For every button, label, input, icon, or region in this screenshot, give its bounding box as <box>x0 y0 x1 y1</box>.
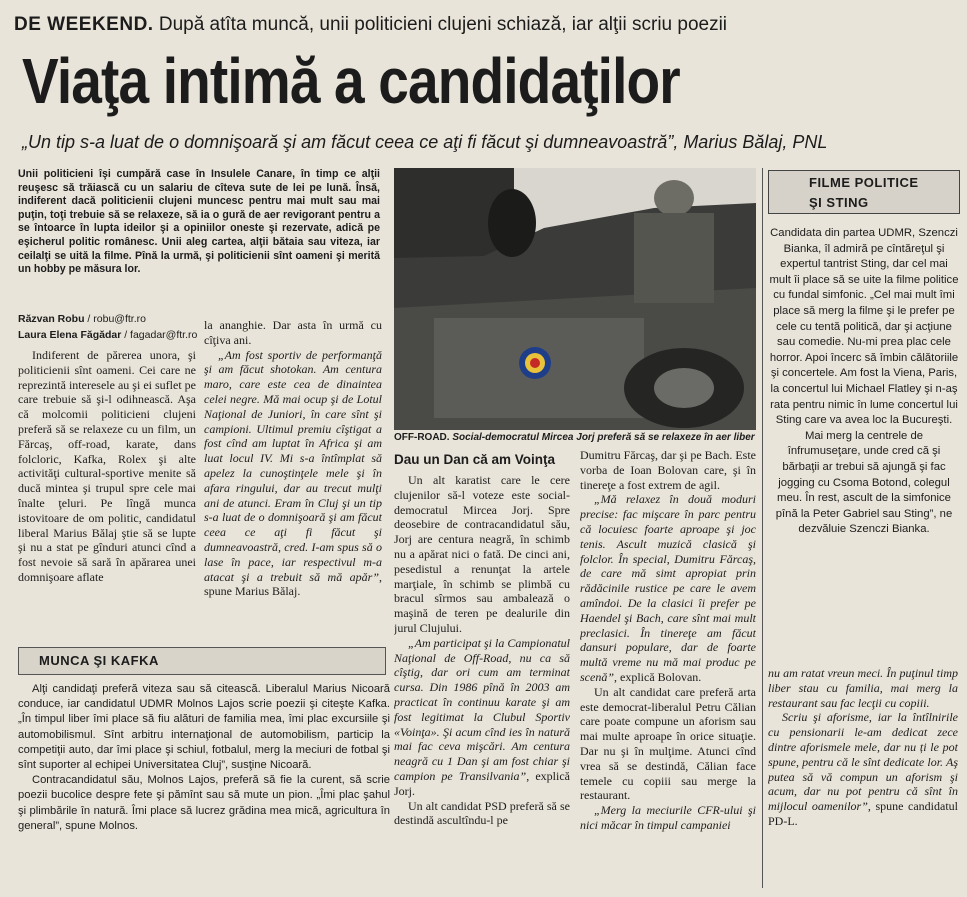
byline-name: Răzvan Robu <box>18 313 85 325</box>
quote-text: „Am fost sportiv de performanţă şi am făcut shotokan. Am centura maro, care este cea de dinaintea celei negre. Mă mai ocup şi de Lotul Naţional de Juniori, în care sînt şi campioni. Ultimul premiu cîştigat a fost cînd am luptat în Africa şi am luat locul IV. Mi s-a întîmplat să apelez la cunoştinţele mele şi în afara ringului, dar au trecut mulţi ani de atunci. Eram în Cluj şi un tip s-a luat de o domnişoară şi am făcut ceea ce aţi fi făcut şi dumneavoastră, cred. I-am spus să o lase în pace, iar respectivul m-a atacat şi a trebuit să mă apăr” <box>204 347 382 584</box>
quote-attribution: , spune candidatul PD-L. <box>768 799 958 828</box>
quote-attribution: , explică Bolovan. <box>614 669 702 684</box>
section-heading: Dau un Dan că am Voinţa <box>394 452 556 467</box>
body-paragraph: Un alt candidat care preferă arta este democrat-liberalul Petru Călian care poate compune un aforism sau mai multe aproape în orice situaţie. Dar nu şi în mulţime. Atunci cînd vrea să se destindă, Călian face temele cu copiii sau merge la restaurant. <box>580 684 756 803</box>
body-paragraph: Un alt candidat PSD preferă să se destindă ascultîndu-l pe <box>394 798 570 828</box>
photo-illustration <box>394 168 756 430</box>
kicker-label: DE WEEKEND. <box>14 14 154 35</box>
column-rule <box>762 168 763 888</box>
box-paragraph: Alţi candidaţi preferă viteza sau să citească. Liberalul Marius Nicoară conduce, iar candidatul UDMR Molnos Lajos scrie poezii şi citeşte Kafka. „În timpul liber îmi place să fiu alături de familia mea, îmi plac excursiile şi automobilismul. Sînt arbitru internaţional de automobilism, particip la competiţii auto, dar îmi place şi schiul, fotbalul, merg la meciuri de fotbal şi sînt suporter al echipei Universitatea Cluj”, susţine Nicoară. <box>18 683 390 772</box>
body-paragraph: Dumitru Fărcaş, dar şi pe Bach. Este vorba de Ioan Bolovan care, şi în tinereţe a fost extrem de agil. <box>580 448 756 492</box>
kicker-line <box>14 14 954 36</box>
byline-email: / robu@ftr.ro <box>84 313 146 325</box>
body-paragraph: Indiferent de părerea unora, şi politicienii sînt oameni. Cei care ne reprezintă interesele au şi ei suflet pe care trebuie să şi-l odihnească. Aşa că molcomii politicieni clujeni preferă să se relaxeze cu un film, un Fărcaş, off-road, karate, dans folcloric, Kafka, Rolex şi alte activităţi cultural-sportive menite să ducă mintea şi trupul spre cele mai înalte ţeluri. Pe lîngă munca istovitoare de om politic, candidatul liberal Marius Bălaj ştie să se lupte şi nu a stat pe gînduri atunci cînd a fost nevoie să sară în apărarea unei domnişoare aflate <box>18 348 196 584</box>
byline-name: Laura Elena Făgădar <box>18 329 122 341</box>
quote-text: Scriu şi aforisme, iar la întîlnirile cu pensionarii le-am dedicat zece dintre aforismele mele, dar nu ți le pot spune, pentru că le sînt dedicate lor. Aş putea să vă compun un aforism şi acum, dar nu pot pentru că sînt în mijlocul oamenilor” <box>768 710 958 814</box>
caption-tag: OFF-ROAD. <box>394 432 450 443</box>
box-munca-si-kafka-text <box>18 682 390 834</box>
photo-offroad <box>394 168 756 430</box>
quote-text: nu am ratat vreun meci. În puţinul timp liber stau cu familia, mai merg la restaurant sau fac lecţii cu copiii. <box>768 666 958 710</box>
column-5 <box>768 666 958 891</box>
sidebar-title-line-1: FILME POLITICE <box>809 175 919 190</box>
headline: Viaţa intimă a candidaţilor <box>22 45 680 117</box>
kicker-text: După atîta muncă, unii politicieni clujeni schiază, iar alţii scriu poezii <box>158 14 728 35</box>
body-paragraph: la ananghie. Dar asta în urmă cu cîţiva ani. <box>204 318 382 347</box>
column-1 <box>18 348 196 638</box>
quote-text: „Am participat şi la Campionatul Naţional de Off-Road, nu ca să cîştig, dar ori cum am terminat cursa. Din 1986 pînă în 2003 am practicat în continuu karate şi am fost legitimat la Clubul Sportiv «Voinţa». Şi acum cînd ies în natură mai fac ceva mişcări. Am centura neagră cu 1 Dan şi am fost chiar şi campion pe Transilvania” <box>394 635 570 783</box>
deck: „Un tip s-a luat de o domnişoară şi am făcut ceea ce aţi fi făcut şi dumneavoastră”, Marius Bălaj, PNL <box>22 132 828 152</box>
sidebar-title-line-2: ŞI STING <box>809 195 869 210</box>
sidebar-title <box>768 170 960 214</box>
column-4 <box>580 448 756 888</box>
column-2 <box>204 318 382 640</box>
box-munca-si-kafka <box>18 647 386 675</box>
box-paragraph: Contracandidatul său, Molnos Lajos, preferă să fie la curent, să scrie poezii bucolice despre fete şi pămînt sau să mute un pion. „Îmi plac şahul şi plimbările în natură. Îmi place să lucrez grădina mea mică, agricultura în general”, spune Molnos. <box>18 774 390 832</box>
byline-email: / fagadar@ftr.ro <box>121 329 198 341</box>
column-3 <box>394 448 570 888</box>
byline-2 <box>18 329 197 341</box>
sidebar-filme-politice <box>768 170 960 538</box>
lead-paragraph: Unii politicieni îşi cumpără case în Insulele Canare, în timp ce alţii reuşesc să trăiască cu un salariu de cîteva sute de lei pe lună. Însă, indiferent dacă politicienii clujeni muncesc pentru mai mult sau mai puţin, toţi trebuie să se relaxeze, să ia o gură de aer revigorant pentru a se întoarce în lupta ideilor şi a opiniilor oneste şi rezervate, adică pe eşicherul politic românesc. Unii aleg cartea, alţii bătaia sau viteza, iar ceilalţi se uită la filme. Pînă la urmă, şi politicienii sînt oameni şi merită un hobby pe măsura lor. <box>18 168 380 276</box>
box-title: MUNCA ŞI KAFKA <box>39 653 159 668</box>
body-paragraph: Un alt karatist care le cere clujenilor să-l voteze este social-democratul Mircea Jorj. Spre deosebire de contracandidatul său, Jorj are centura neagră, în schimb nu a apărat nici o fată. De cinci ani, pesedistul a renunţat la artele marţiale, în schimb se plimbă cu bracul sîrmos sau ambalează o maşină de teren pe dealurile din jurul Clujului. <box>394 473 570 635</box>
photo-caption <box>394 432 758 444</box>
byline-1 <box>18 313 146 325</box>
sidebar-text: Candidata din partea UDMR, Szenczi Bianka, îl admiră pe cîntăreţul şi expertul tantrist Sting, dar cel mai mult îi place să se uite la filme politice cu fundal simfonic. „Cel mai mult îmi place să merg la filme şi le prefer pe cele cu tentă politică, dar şi acţiune sau comedie. Nu-mi prea plac cele horror. Apoi încerc să îmbin călătoriile şi concertele. Am fost la Viena, Paris, la concertul lui Michael Flatley şi n-aş rata pentru nimic în lume concertul lui Sting care va avea loc la Bucureşti. Mai merg la centrele de înfrumuseţare, unde cred că şi bărbaţii ar trebui să ajungă şi fac jogging cu Csoma Botond, colegul meu. În rest, ascult de la simfonice pînă la Peter Gabriel sau Sting”, ne dezvăluie Szenczi Bianka. <box>769 227 959 536</box>
quote-attribution: , spune Marius Bălaj. <box>204 569 382 599</box>
caption-text: Social-democratul Mircea Jorj preferă să se relaxeze în aer liber <box>449 432 755 443</box>
quote-text: „Mă relaxez în două moduri precise: fac mişcare în parc pentru că locuiesc foarte aproape şi joc tenis. Ascult muzică clasică şi folclor. În special, Dumitru Fărcaş, de care mă simt apropiat prin rădăcinile rustice pe care le avem amîndoi. De la clasici îi prefer pe Haendel şi Bach, care sînt mai mult preclasici. În tinereţe am făcut dansuri populare, dar de foarte multă vreme nu mă mai produc pe scenă” <box>580 492 756 684</box>
quote-attribution: , explică Jorj. <box>394 768 570 798</box>
quote-text: „Merg la meciurile CFR-ului şi nici măcar în timpul campaniei <box>580 803 756 832</box>
